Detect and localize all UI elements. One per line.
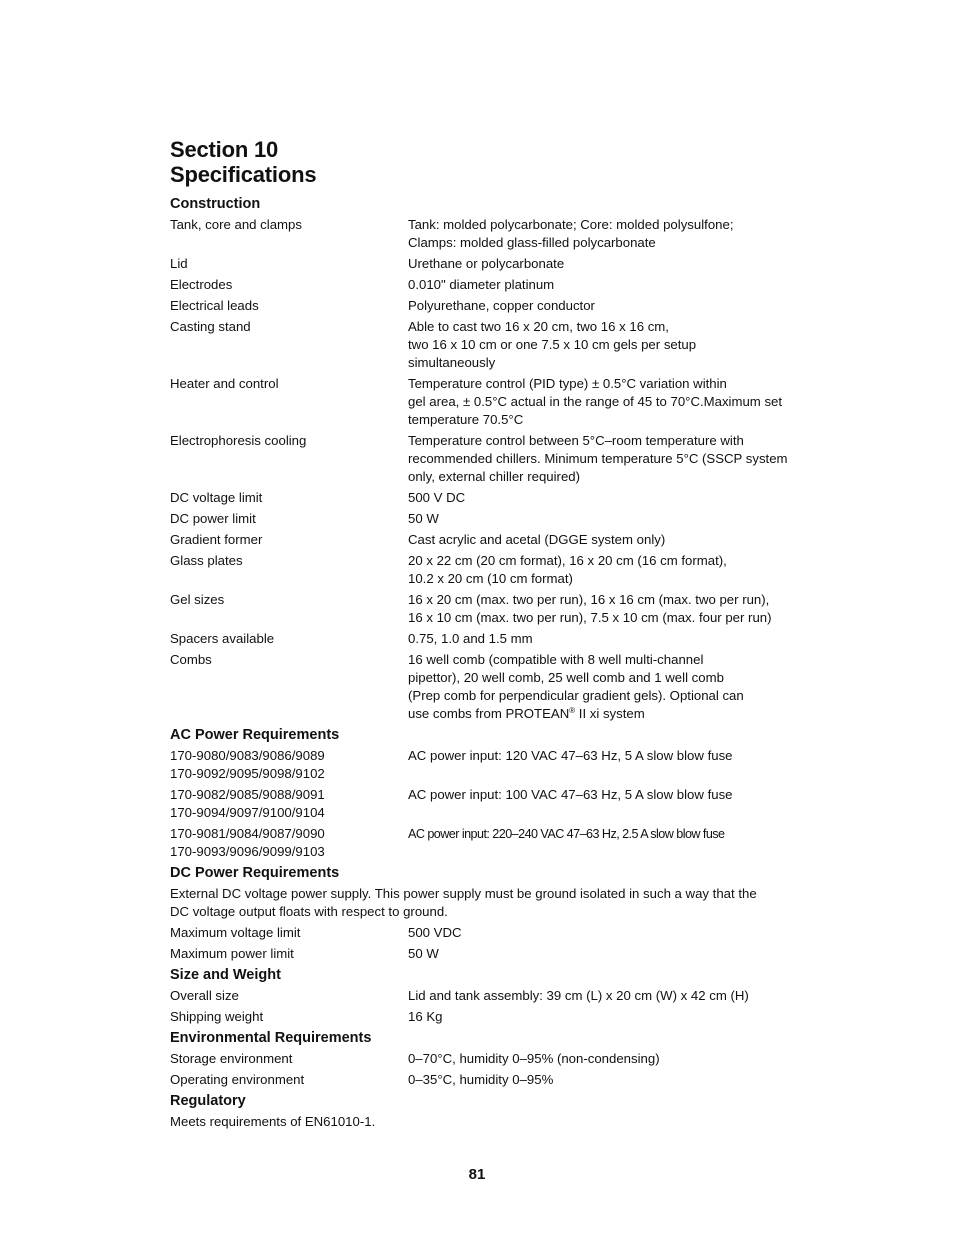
spec-value-line [408, 705, 790, 723]
dc-power-description [170, 885, 790, 921]
spec-label: Gel sizes [170, 592, 225, 607]
catalog-numbers: 170-9092/9095/9098/9102 [170, 766, 325, 781]
spec-value [408, 318, 790, 372]
spec-value: AC power input: 220–240 VAC 47–63 Hz, 2.5 A slow blow fuse [408, 827, 725, 841]
spec-value-line: 20 x 22 cm (20 cm format), 16 x 20 cm (16 cm format), [408, 553, 727, 568]
spec-value-line: Able to cast two 16 x 20 cm, two 16 x 16 cm, [408, 319, 669, 334]
page-content [170, 137, 790, 1134]
spec-value-line: 16 x 10 cm (max. two per run), 7.5 x 10 cm (max. four per run) [408, 610, 772, 625]
spec-row [170, 255, 790, 273]
spec-value-line: Temperature control between 5°C–room temperature with [408, 433, 744, 448]
spec-value-line: Clamps: molded glass-filled polycarbonate [408, 235, 656, 250]
spec-row [170, 591, 790, 627]
spec-row-combs [170, 651, 790, 723]
size-weight-heading: Size and Weight [170, 967, 281, 983]
spec-label: Maximum power limit [170, 946, 294, 961]
ac-power-row [170, 747, 790, 783]
regulatory-text: Meets requirements of EN61010-1. [170, 1114, 376, 1129]
spec-row [170, 216, 790, 252]
spec-value-line: 16 x 20 cm (max. two per run), 16 x 16 cm (max. two per run), [408, 592, 770, 607]
spec-label: Electrodes [170, 277, 233, 292]
spec-row [170, 375, 790, 429]
spec-value [408, 375, 790, 429]
spec-value [408, 432, 790, 486]
section-title: Specifications [170, 162, 317, 187]
spec-value [408, 255, 790, 273]
spec-value [408, 216, 790, 252]
spec-value-line: 16 well comb (compatible with 8 well multi-channel [408, 652, 704, 667]
spec-label: Shipping weight [170, 1009, 264, 1024]
spec-value-line: Polyurethane, copper conductor [408, 298, 595, 313]
spec-value-line: pipettor), 20 well comb, 25 well comb and 1 well comb [408, 670, 724, 685]
section-number: Section 10 [170, 137, 279, 162]
spec-value [408, 531, 790, 549]
spec-label: Glass plates [170, 553, 243, 568]
catalog-numbers: 170-9082/9085/9088/9091 [170, 787, 325, 802]
ac-power-row [170, 786, 790, 822]
construction-table [170, 216, 790, 648]
spec-label [170, 825, 408, 861]
combs-text: II xi system [575, 706, 645, 721]
spec-value-line: 0.010" diameter platinum [408, 277, 555, 292]
spec-row [170, 552, 790, 588]
spec-label: DC voltage limit [170, 490, 263, 505]
spec-value-line: 0.75, 1.0 and 1.5 mm [408, 631, 533, 646]
spec-row [170, 276, 790, 294]
spec-value-line: Cast acrylic and acetal (DGGE system only) [408, 532, 666, 547]
spec-value [408, 591, 790, 627]
spec-label: Electrical leads [170, 298, 259, 313]
spec-row [170, 432, 790, 486]
ac-power-row [170, 825, 790, 861]
spec-label [170, 786, 408, 822]
spec-value [408, 552, 790, 588]
spec-value-line: 50 W [408, 511, 439, 526]
ac-power-heading: AC Power Requirements [170, 727, 340, 743]
spec-row [170, 531, 790, 549]
spec-label: Spacers available [170, 631, 275, 646]
spec-value [408, 276, 790, 294]
spec-value-line: Urethane or polycarbonate [408, 256, 565, 271]
spec-value [408, 489, 790, 507]
spec-value [408, 630, 790, 648]
spec-value [408, 297, 790, 315]
spec-value-line: 500 V DC [408, 490, 466, 505]
spec-value [408, 651, 790, 723]
spec-row [170, 1071, 790, 1089]
spec-value-line: 10.2 x 20 cm (10 cm format) [408, 571, 573, 586]
spec-label: Lid [170, 256, 188, 271]
spec-value: AC power input: 100 VAC 47–63 Hz, 5 A slow blow fuse [408, 787, 733, 802]
spec-value-line: simultaneously [408, 355, 496, 370]
spec-value-line: Temperature control (PID type) ± 0.5°C variation within [408, 376, 727, 391]
spec-value: AC power input: 120 VAC 47–63 Hz, 5 A slow blow fuse [408, 748, 733, 763]
spec-label: Casting stand [170, 319, 251, 334]
description-line: External DC voltage power supply. This power supply must be ground isolated in such a way that the [170, 886, 757, 901]
spec-row [170, 945, 790, 963]
regulatory-heading: Regulatory [170, 1093, 246, 1109]
catalog-numbers: 170-9093/9096/9099/9103 [170, 844, 325, 859]
spec-label: Operating environment [170, 1072, 305, 1087]
spec-row [170, 924, 790, 942]
spec-label: DC power limit [170, 511, 256, 526]
spec-label: Tank, core and clamps [170, 217, 302, 232]
spec-value: Lid and tank assembly: 39 cm (L) x 20 cm (W) x 42 cm (H) [408, 988, 749, 1003]
spec-value [408, 510, 790, 528]
spec-label: Storage environment [170, 1051, 293, 1066]
spec-value-line: (Prep comb for perpendicular gradient gels). Optional can [408, 688, 744, 703]
spec-row [170, 510, 790, 528]
catalog-numbers: 170-9080/9083/9086/9089 [170, 748, 325, 763]
spec-value: 0–35°C, humidity 0–95% [408, 1072, 554, 1087]
combs-text: use combs from PROTEAN [408, 706, 570, 721]
spec-row [170, 630, 790, 648]
spec-value-line: only, external chiller required) [408, 469, 581, 484]
spec-value-line: Tank: molded polycarbonate; Core: molded polysulfone; [408, 217, 734, 232]
spec-label [170, 747, 408, 783]
environmental-heading: Environmental Requirements [170, 1030, 372, 1046]
dc-power-heading: DC Power Requirements [170, 865, 340, 881]
spec-label: Combs [170, 652, 212, 667]
spec-row [170, 987, 790, 1005]
spec-row [170, 318, 790, 372]
spec-value-line: gel area, ± 0.5°C actual in the range of 45 to 70°C.Maximum set [408, 394, 783, 409]
spec-label: Electrophoresis cooling [170, 433, 307, 448]
spec-label: Heater and control [170, 376, 279, 391]
spec-label: Maximum voltage limit [170, 925, 301, 940]
spec-value: 16 Kg [408, 1009, 443, 1024]
spec-row [170, 1008, 790, 1026]
spec-value: 0–70°C, humidity 0–95% (non-condensing) [408, 1051, 660, 1066]
spec-value-line: temperature 70.5°C [408, 412, 524, 427]
spec-value-line: two 16 x 10 cm or one 7.5 x 10 cm gels per setup [408, 337, 697, 352]
spec-value-line: recommended chillers. Minimum temperature 5°C (SSCP system [408, 451, 788, 466]
spec-row [170, 489, 790, 507]
page-title [170, 137, 790, 187]
spec-label: Overall size [170, 988, 239, 1003]
spec-label: Gradient former [170, 532, 263, 547]
construction-heading: Construction [170, 196, 261, 212]
catalog-numbers: 170-9081/9084/9087/9090 [170, 826, 325, 841]
catalog-numbers: 170-9094/9097/9100/9104 [170, 805, 325, 820]
spec-value: 500 VDC [408, 925, 462, 940]
spec-row [170, 297, 790, 315]
page-number: 81 [468, 1166, 486, 1183]
description-line: DC voltage output floats with respect to ground. [170, 904, 448, 919]
ac-power-table [170, 747, 790, 861]
spec-row [170, 1050, 790, 1068]
spec-value: 50 W [408, 946, 439, 961]
registered-mark: ® [569, 706, 576, 715]
